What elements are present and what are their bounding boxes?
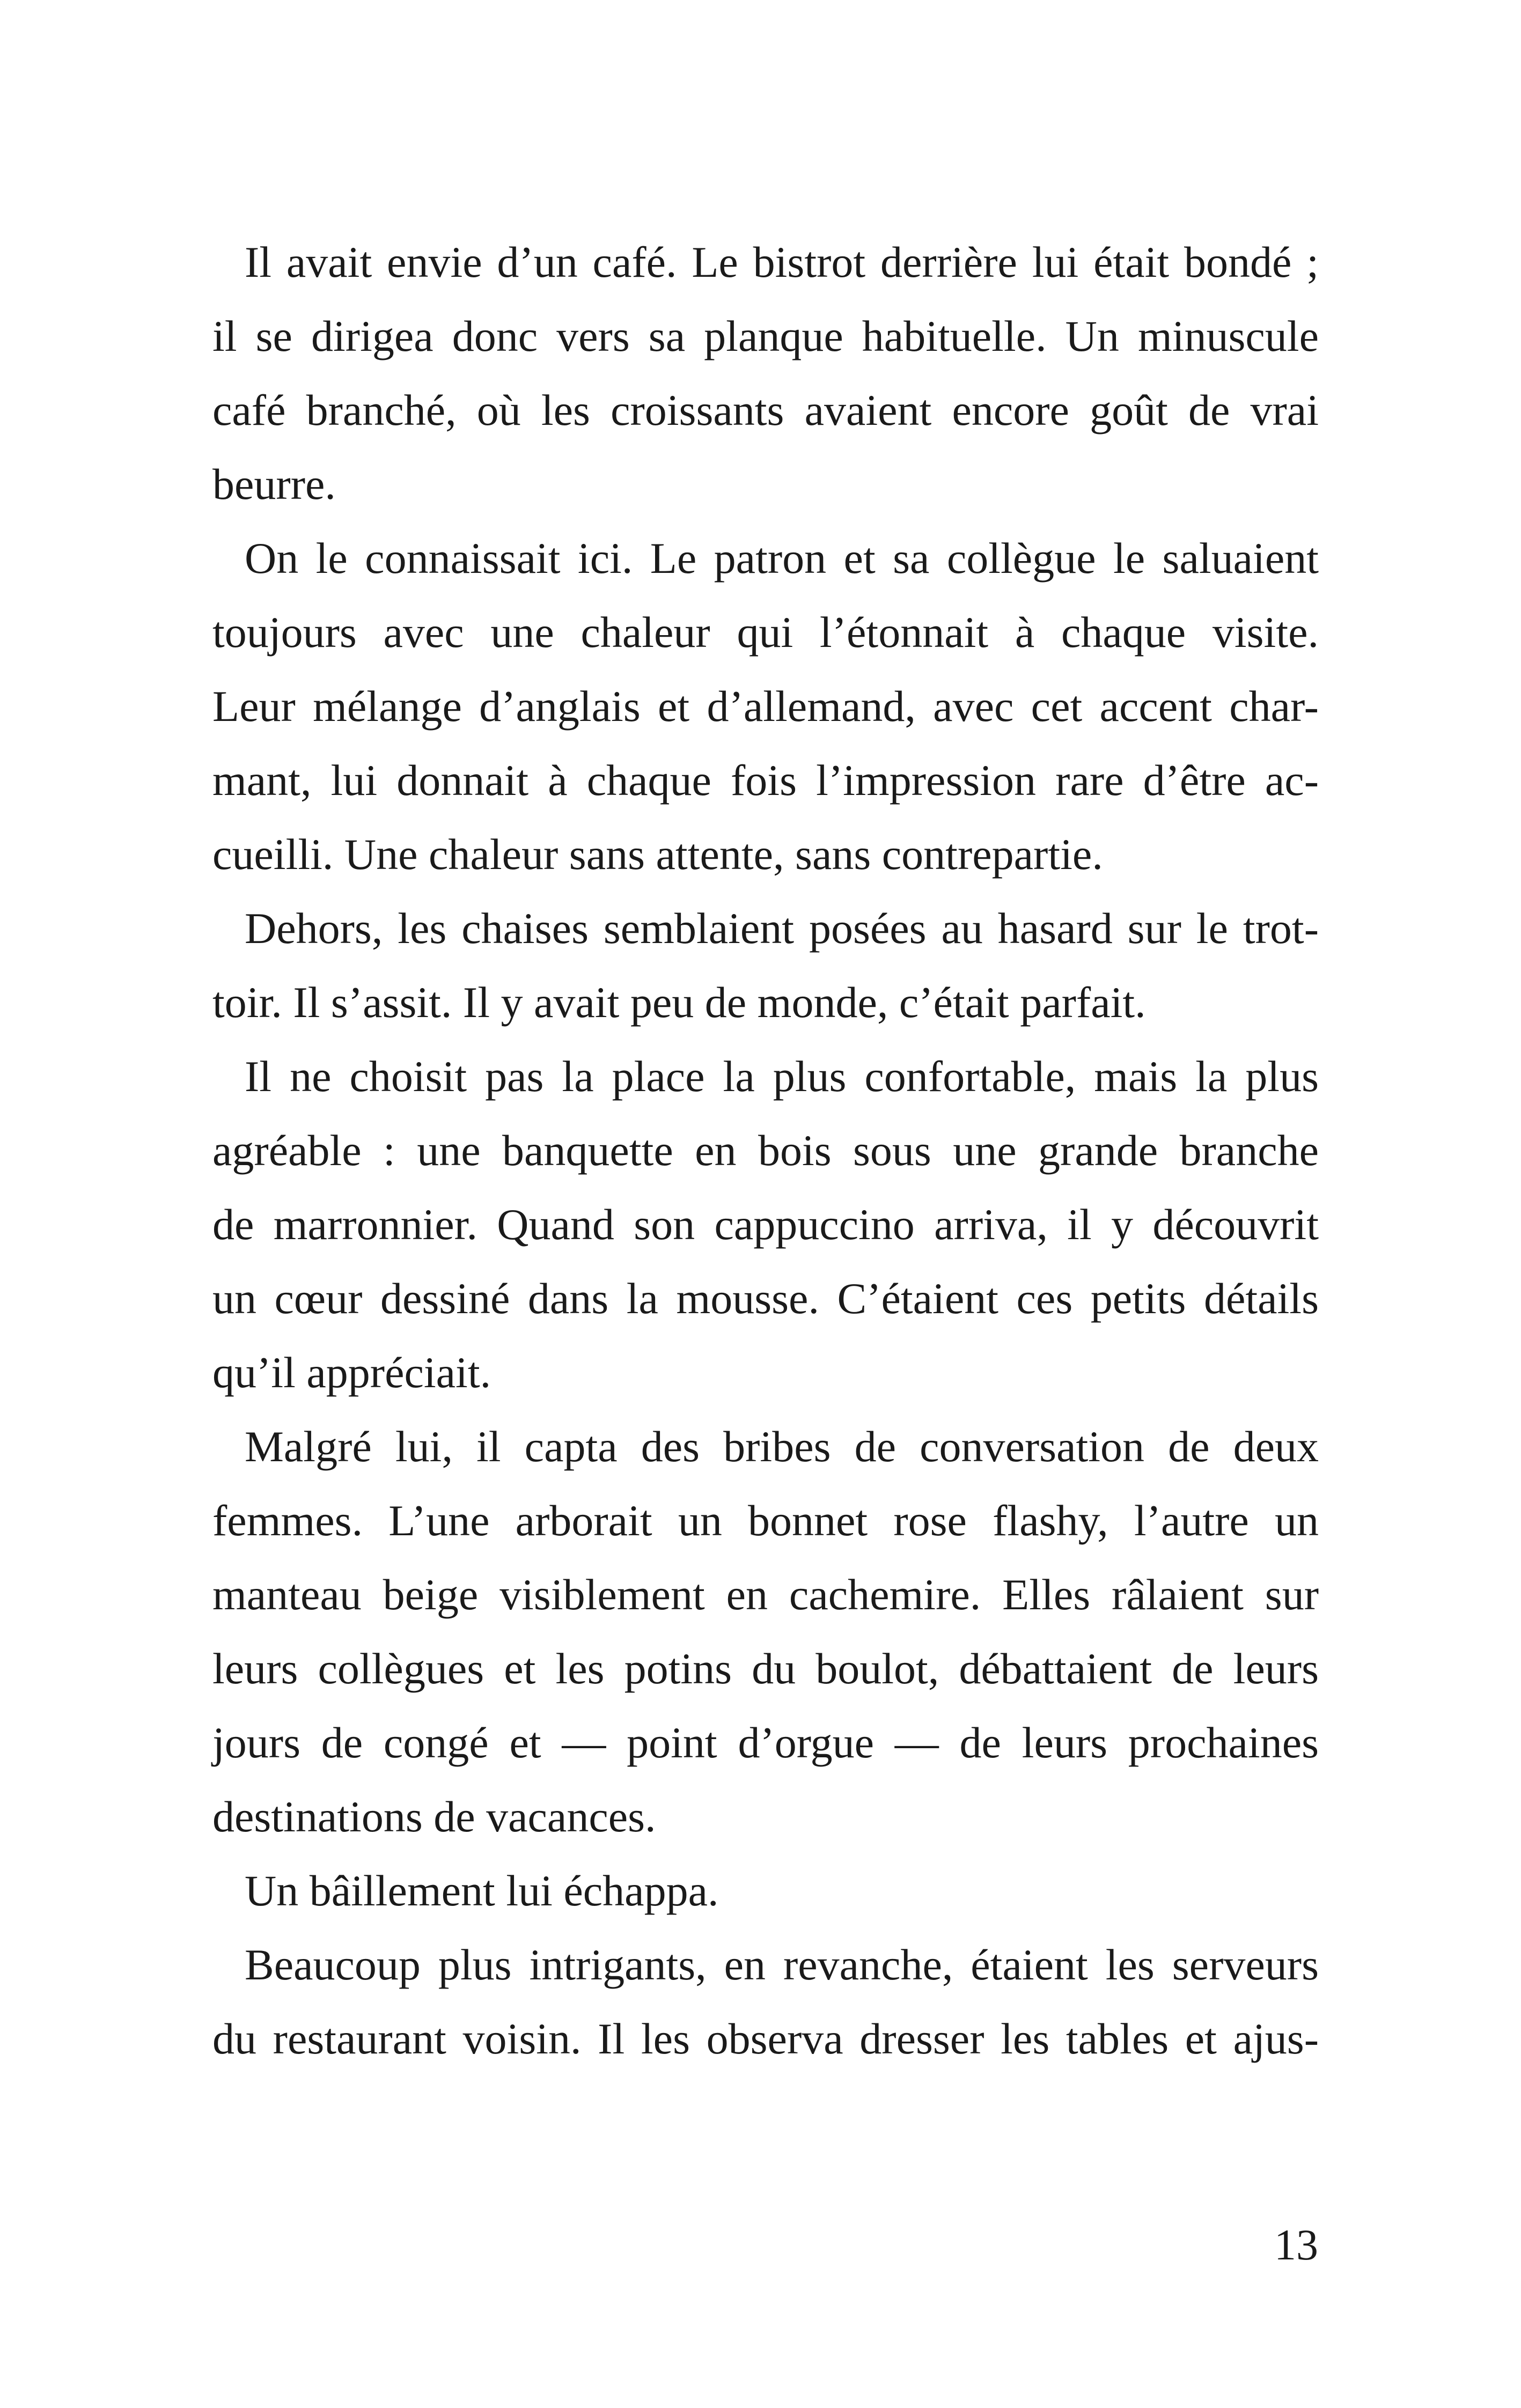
text-line: Un bâillement lui échappa. xyxy=(245,1866,719,1915)
text-line: destinations de vacances. xyxy=(212,1792,656,1841)
text-line: jours de congé et — point d’orgue — de leurs prochaines xyxy=(212,1718,1319,1767)
text-line: cueilli. Une chaleur sans attente, sans contrepartie. xyxy=(212,830,1103,879)
text-line: femmes. L’une arborait un bonnet rose flashy, l’autre un xyxy=(212,1496,1319,1545)
text-line: mant, lui donnait à chaque fois l’impression rare d’être ac- xyxy=(212,756,1319,805)
text-line: de marronnier. Quand son cappuccino arriva, il y découvrit xyxy=(212,1200,1319,1249)
text-line: Leur mélange d’anglais et d’allemand, avec cet accent char- xyxy=(212,682,1319,731)
text-line: toir. Il s’assit. Il y avait peu de monde, c’était parfait. xyxy=(212,978,1146,1027)
text-line: du restaurant voisin. Il les observa dresser les tables et ajus- xyxy=(212,2014,1319,2063)
text-line: Beaucoup plus intrigants, en revanche, étaient les serveurs xyxy=(245,1940,1319,1989)
text-line: il se dirigea donc vers sa planque habituelle. Un minuscule xyxy=(212,312,1319,360)
text-line: qu’il appréciait. xyxy=(212,1348,491,1397)
text-line: un cœur dessiné dans la mousse. C’étaient ces petits détails xyxy=(212,1274,1319,1323)
text-line: leurs collègues et les potins du boulot, débattaient de leurs xyxy=(212,1644,1319,1693)
text-line: Il avait envie d’un café. Le bistrot derrière lui était bondé ; xyxy=(245,238,1319,286)
text-line: manteau beige visiblement en cachemire. Elles râlaient sur xyxy=(212,1570,1319,1619)
text-line: On le connaissait ici. Le patron et sa collègue le saluaient xyxy=(245,534,1319,583)
text-line: café branché, où les croissants avaient encore goût de vrai xyxy=(212,386,1319,435)
text-line: beurre. xyxy=(212,460,336,509)
text-line: agréable : une banquette en bois sous une grande branche xyxy=(212,1126,1319,1175)
text-line: toujours avec une chaleur qui l’étonnait à chaque visite. xyxy=(212,608,1319,657)
text-line: Il ne choisit pas la place la plus confortable, mais la plus xyxy=(245,1052,1319,1101)
page-number: 13 xyxy=(1274,2220,1318,2269)
text-line: Dehors, les chaises semblaient posées au hasard sur le trot- xyxy=(245,904,1319,953)
body-text xyxy=(212,225,1319,2076)
text-line: Malgré lui, il capta des bribes de conversation de deux xyxy=(245,1422,1319,1471)
